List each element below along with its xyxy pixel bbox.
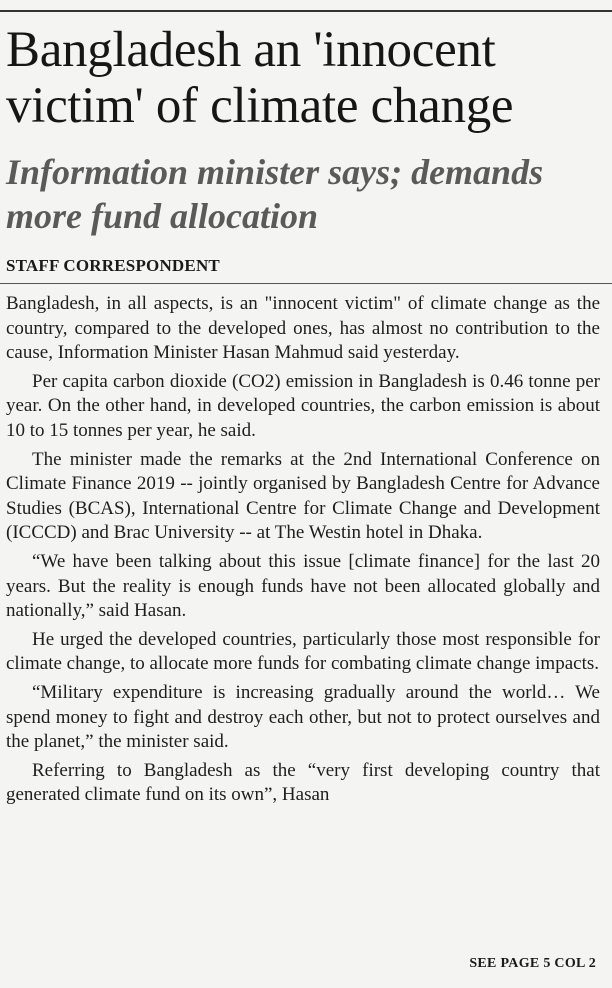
paragraph-4: “We have been talking about this issue [climate finance] for the last 20 years. But the reality is enough funds have not been allocated globally and nationally,” said Hasan.: [6, 550, 600, 622]
paragraph-2: Per capita carbon dioxide (CO2) emission in Bangladesh is 0.46 tonne per year. On the other hand, in developed countries, the carbon emission is about 10 to 15 tonnes per year, he said.: [6, 370, 600, 441]
subheadline: Information minister says; demands more fund allocation: [6, 152, 544, 236]
paragraph-3: The minister made the remarks at the 2nd International Conference on Climate Finance 2019 -- jointly organised by Bangladesh Centre for Advance Studies (BCAS), International Centre for Climate Change and Development (ICCCD) and Brac University -- at The Westin hotel in Dhaka.: [6, 448, 600, 544]
article-body: [6, 292, 600, 812]
paragraph-6: “Military expenditure is increasing gradually around the world… We spend money to fight and destroy each other, but not to protect ourselves and the planet,” the minister said.: [6, 681, 600, 753]
byline: STAFF CORRESPONDENT: [6, 256, 220, 275]
continuation-note: SEE PAGE 5 COL 2: [469, 956, 596, 971]
byline-divider: [0, 283, 612, 284]
headline: Bangladesh an 'innocent victim' of climate change: [6, 22, 514, 134]
top-rule: [0, 10, 612, 12]
paragraph-1: Bangladesh, in all aspects, is an "innocent victim" of climate change as the country, compared to the developed ones, has almost no contribution to the cause, Information Minister Hasan Mahmud said yesterday.: [6, 293, 600, 364]
paragraph-5: He urged the developed countries, particularly those most responsible for climate change, to allocate more funds for combating climate change impacts.: [6, 628, 600, 675]
paragraph-7: Referring to Bangladesh as the “very first developing country that generated climate fund on its own”, Hasan: [6, 759, 600, 806]
